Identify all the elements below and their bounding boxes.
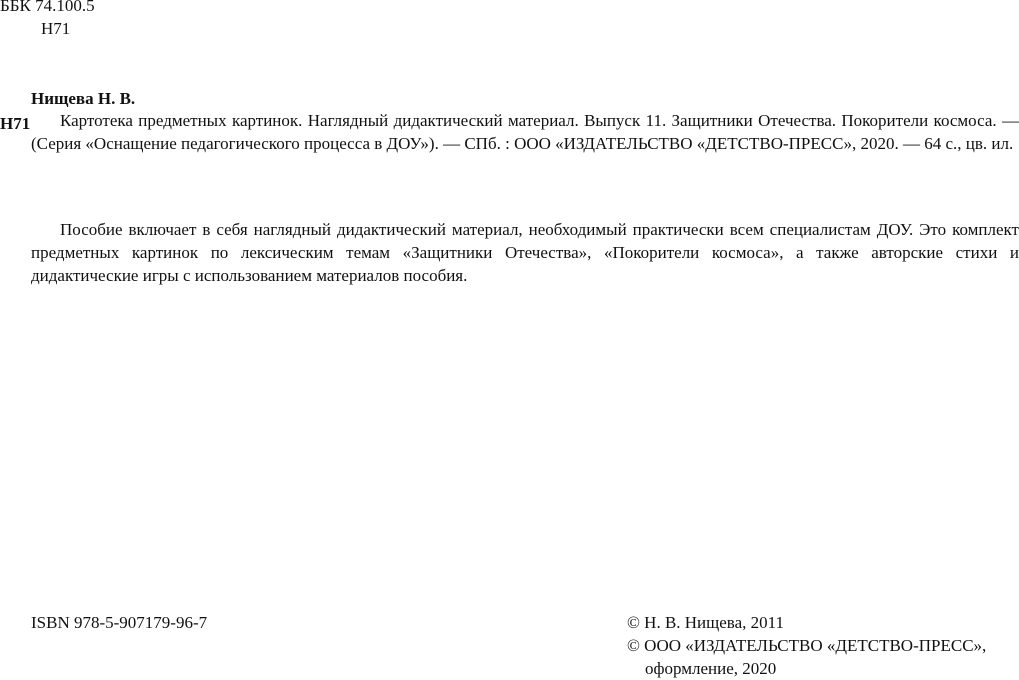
author-mark-bold: Н71 xyxy=(0,114,31,133)
copyright-design: оформление, 2020 xyxy=(645,659,777,678)
copyright-author: © Н. В. Нищева, 2011 xyxy=(627,613,785,632)
annotation-text: Пособие включает в себя наглядный дидактический материал, необходимый практически всем специалистам ДОУ. Это комплект предметных картинок по лексическим темам «Защитники Отечества», «Покорители космоса», а также авторские стихи и дидактические игры с использованием материалов пособия. xyxy=(31,220,1019,285)
copyright-block xyxy=(627,611,1019,680)
author-mark: Н71 xyxy=(41,19,71,38)
isbn: ISBN 978-5-907179-96-7 xyxy=(31,613,208,632)
bibliographic-description: Картотека предметных картинок. Наглядный дидактический материал. Выпуск 11. Защитники Отечества. Покорители космоса. — (Серия «Оснащение педагогического процесса в ДОУ»). — СПб. : ООО «ИЗДАТЕЛЬСТВО «ДЕТСТВО-ПРЕСС», 2020. — 64 с., цв. ил. xyxy=(31,111,1019,153)
author-name: Нищева Н. В. xyxy=(31,89,136,108)
copyright-publisher: © ООО «ИЗДАТЕЛЬСТВО «ДЕТСТВО-ПРЕСС», xyxy=(627,636,987,655)
bbk-code: ББК 74.100.5 xyxy=(0,0,95,15)
